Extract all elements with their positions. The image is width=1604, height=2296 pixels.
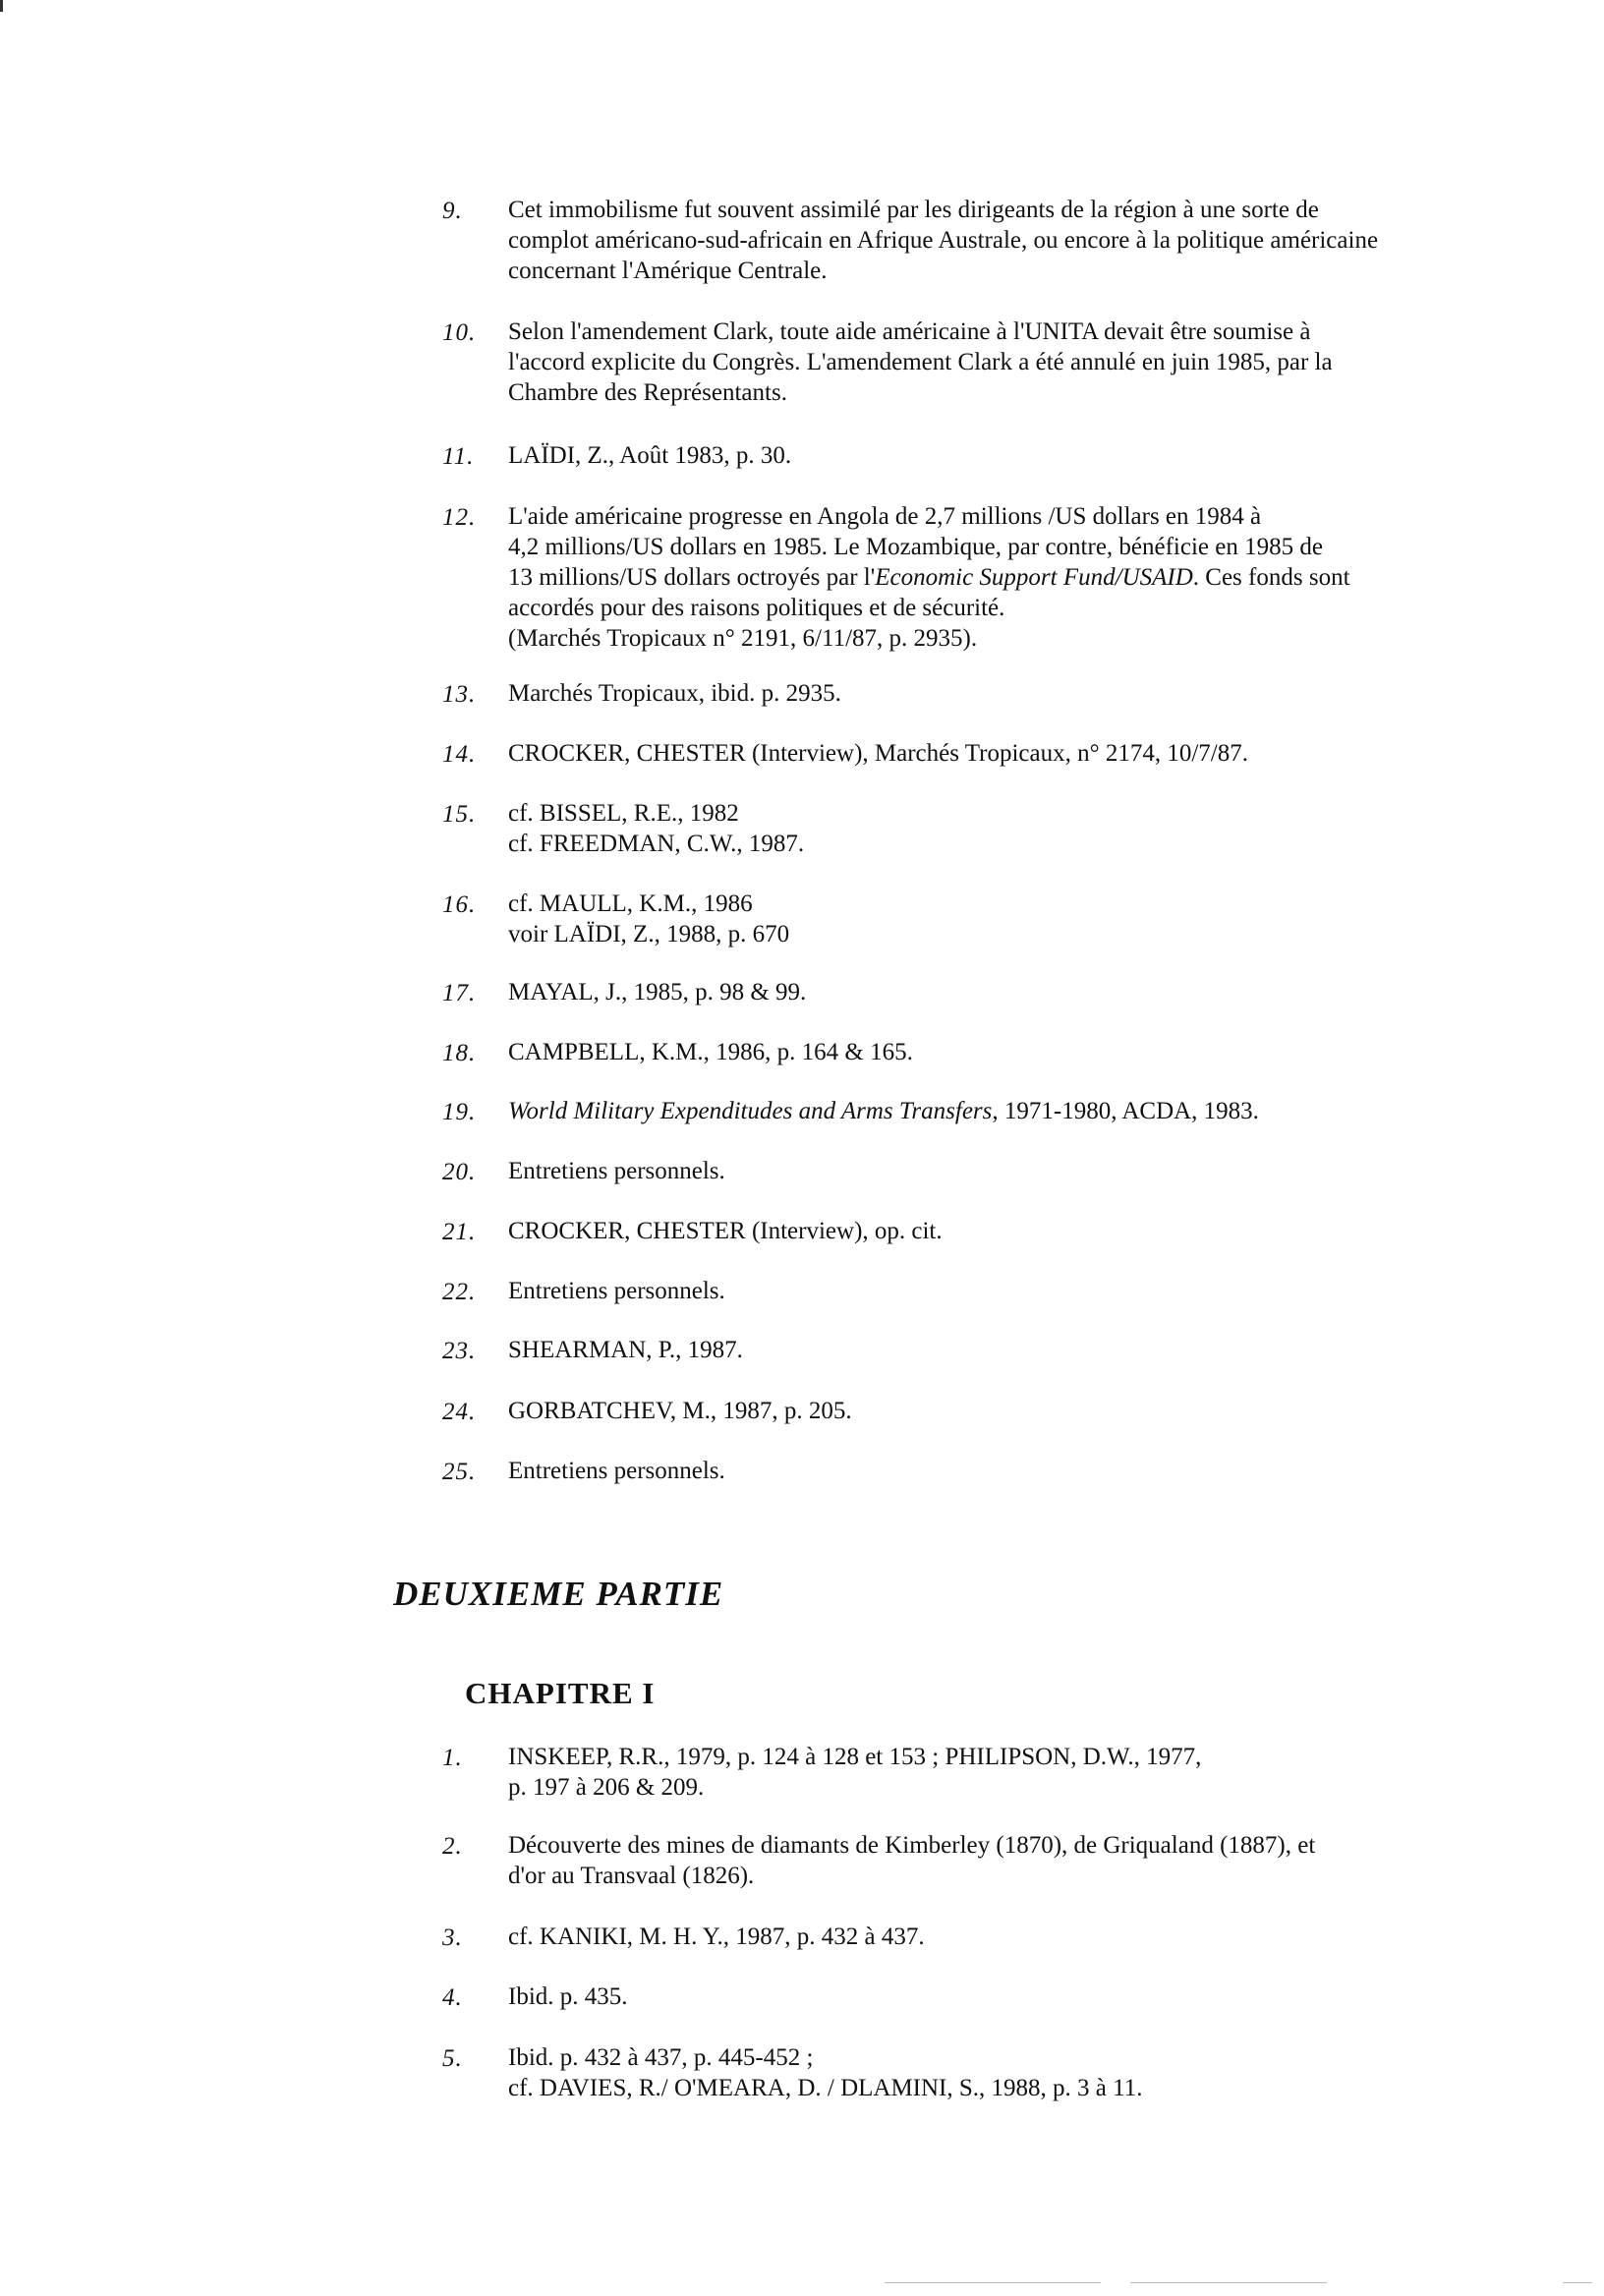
footnote-line: Entretiens personnels. bbox=[508, 1278, 725, 1304]
footnote-number: 23. bbox=[442, 1338, 477, 1364]
part-title: DEUXIEME PARTIE bbox=[393, 1575, 724, 1613]
footnote-line: Ibid. p. 435. bbox=[508, 1983, 628, 2010]
publication-title: World Military Expenditudes and Arms Transfers bbox=[508, 1098, 993, 1124]
footnote-text bbox=[508, 316, 1484, 408]
footnote-line: World Military Expenditudes and Arms Transfers, 1971-1980, ACDA, 1983. bbox=[508, 1098, 1259, 1124]
footnote-number: 14. bbox=[442, 741, 477, 768]
footnote-text bbox=[508, 1981, 1484, 2012]
footnote-23 bbox=[442, 1335, 1484, 1365]
footnote-line: 13 millions/US dollars octroyés par l'Economic Support Fund/USAID. Ces fonds sont bbox=[508, 564, 1350, 591]
footnote-16 bbox=[442, 889, 1484, 949]
footnote-line: Découverte des mines de diamants de Kimberley (1870), de Griqualand (1887), et bbox=[508, 1832, 1316, 1859]
footnote-number: 25. bbox=[442, 1459, 477, 1485]
fund-name: Economic Support Fund/USAID bbox=[875, 564, 1193, 591]
chapter-note-3 bbox=[442, 1922, 1484, 1952]
chapter-note-4 bbox=[442, 1981, 1484, 2012]
footnote-14 bbox=[442, 738, 1484, 769]
footnote-text bbox=[508, 678, 1484, 709]
footnote-line: concernant l'Amérique Centrale. bbox=[508, 258, 828, 284]
footnote-9 bbox=[442, 195, 1484, 286]
scan-artifact bbox=[0, 0, 3, 12]
footnote-number: 21. bbox=[442, 1219, 477, 1245]
footnote-number: 17. bbox=[442, 980, 477, 1006]
footnote-line: l'accord explicite du Congrès. L'amendement Clark a été annulé en juin 1985, par la bbox=[508, 349, 1333, 375]
footnote-line: Entretiens personnels. bbox=[508, 1458, 725, 1484]
footnote-number: 22. bbox=[442, 1279, 477, 1305]
footnote-line: accordés pour des raisons politiques et de sécurité. bbox=[508, 595, 1005, 621]
footnote-text bbox=[508, 889, 1484, 949]
footnote-text bbox=[508, 1396, 1484, 1426]
footnote-text bbox=[508, 1156, 1484, 1186]
footnote-number: 19. bbox=[442, 1099, 477, 1125]
footnote-line: cf. FREEDMAN, C.W., 1987. bbox=[508, 831, 805, 857]
footnote-line: CROCKER, CHESTER (Interview), Marchés Tropicaux, n° 2174, 10/7/87. bbox=[508, 740, 1249, 767]
footnote-line: complot américano-sud-africain en Afrique Australe, ou encore à la politique américaine bbox=[508, 227, 1379, 254]
footnote-10 bbox=[442, 316, 1484, 408]
footnote-number: 20. bbox=[442, 1159, 477, 1185]
chapter-title: CHAPITRE I bbox=[465, 1676, 656, 1710]
footnote-line: voir LAÏDI, Z., 1988, p. 670 bbox=[508, 921, 790, 947]
footnote-text bbox=[508, 1922, 1484, 1952]
footnote-line: LAÏDI, Z., Août 1983, p. 30. bbox=[508, 442, 792, 469]
footnote-text bbox=[508, 1276, 1484, 1306]
footnote-text bbox=[508, 1037, 1484, 1067]
footnote-number: 4. bbox=[442, 1984, 463, 2011]
footnote-number: 2. bbox=[442, 1833, 463, 1860]
footnote-line: Selon l'amendement Clark, toute aide américaine à l'UNITA devait être soumise à bbox=[508, 318, 1311, 345]
footnote-line: CROCKER, CHESTER (Interview), op. cit. bbox=[508, 1218, 943, 1244]
footnote-number: 11. bbox=[442, 443, 475, 470]
footnote-number: 1. bbox=[442, 1745, 463, 1771]
chapter-note-1 bbox=[442, 1742, 1484, 1803]
footnote-text bbox=[508, 501, 1484, 654]
footnote-line: MAYAL, J., 1985, p. 98 & 99. bbox=[508, 979, 807, 1005]
footnote-20 bbox=[442, 1156, 1484, 1186]
footnote-line: Ibid. p. 432 à 437, p. 445-452 ; bbox=[508, 2044, 814, 2071]
footnote-number: 24. bbox=[442, 1399, 477, 1425]
footnote-line: INSKEEP, R.R., 1979, p. 124 à 128 et 153 ; PHILIPSON, D.W., 1977, bbox=[508, 1744, 1202, 1770]
footnote-text bbox=[508, 195, 1484, 286]
footnote-25 bbox=[442, 1456, 1484, 1486]
footnote-line: d'or au Transvaal (1826). bbox=[508, 1863, 755, 1889]
footnote-text bbox=[508, 1456, 1484, 1486]
footnote-number: 9. bbox=[442, 198, 463, 224]
footnote-21 bbox=[442, 1216, 1484, 1246]
footnote-number: 15. bbox=[442, 801, 477, 828]
chapter-note-5 bbox=[442, 2042, 1484, 2103]
footnote-text bbox=[508, 798, 1484, 859]
footnote-line: Cet immobilisme fut souvent assimilé par les dirigeants de la région à une sorte de bbox=[508, 197, 1319, 223]
footnote-line: p. 197 à 206 & 209. bbox=[508, 1774, 705, 1801]
footnote-line: CAMPBELL, K.M., 1986, p. 164 & 165. bbox=[508, 1039, 913, 1065]
footnote-text bbox=[508, 2042, 1484, 2103]
footnote-line: (Marchés Tropicaux n° 2191, 6/11/87, p. 2935). bbox=[508, 625, 978, 652]
footnote-line: GORBATCHEV, M., 1987, p. 205. bbox=[508, 1398, 852, 1424]
footnote-19 bbox=[442, 1096, 1484, 1126]
footnote-text bbox=[508, 1216, 1484, 1246]
footnote-12 bbox=[442, 501, 1484, 654]
chapter-note-2 bbox=[442, 1830, 1484, 1891]
footnote-number: 18. bbox=[442, 1040, 477, 1066]
footnote-13 bbox=[442, 678, 1484, 709]
footnote-text bbox=[508, 738, 1484, 769]
footnote-text bbox=[508, 440, 1484, 471]
footnote-text bbox=[508, 977, 1484, 1007]
footnote-line: cf. BISSEL, R.E., 1982 bbox=[508, 800, 739, 827]
footnote-text bbox=[508, 1830, 1484, 1891]
footnote-line: SHEARMAN, P., 1987. bbox=[508, 1337, 743, 1363]
footnote-number: 13. bbox=[442, 681, 477, 708]
footnote-24 bbox=[442, 1396, 1484, 1426]
footnote-line: Chambre des Représentants. bbox=[508, 379, 787, 406]
footnote-line: cf. KANIKI, M. H. Y., 1987, p. 432 à 437. bbox=[508, 1923, 925, 1950]
footnote-number: 3. bbox=[442, 1924, 463, 1951]
footnote-line: L'aide américaine progresse en Angola de 2,7 millions /US dollars en 1984 à bbox=[508, 503, 1262, 530]
footnote-text bbox=[508, 1096, 1484, 1126]
footnote-number: 16. bbox=[442, 891, 477, 918]
footnote-line: 4,2 millions/US dollars en 1985. Le Mozambique, par contre, bénéficie en 1985 de bbox=[508, 534, 1323, 560]
footnote-11 bbox=[442, 440, 1484, 471]
footnote-number: 5. bbox=[442, 2045, 463, 2072]
footnote-text bbox=[508, 1742, 1484, 1803]
scan-artifact bbox=[885, 2282, 1101, 2283]
scan-artifact bbox=[1563, 2282, 1592, 2283]
footnote-line: Entretiens personnels. bbox=[508, 1158, 725, 1184]
footnote-line: Marchés Tropicaux, ibid. p. 2935. bbox=[508, 680, 841, 707]
footnote-number: 10. bbox=[442, 319, 477, 346]
footnote-15 bbox=[442, 798, 1484, 859]
footnote-18 bbox=[442, 1037, 1484, 1067]
footnote-line: cf. DAVIES, R./ O'MEARA, D. / DLAMINI, S., 1988, p. 3 à 11. bbox=[508, 2075, 1143, 2101]
footnote-text bbox=[508, 1335, 1484, 1365]
scan-artifact bbox=[1130, 2282, 1327, 2283]
footnote-number: 12. bbox=[442, 504, 477, 531]
footnote-22 bbox=[442, 1276, 1484, 1306]
footnote-17 bbox=[442, 977, 1484, 1007]
footnote-line: cf. MAULL, K.M., 1986 bbox=[508, 890, 753, 917]
